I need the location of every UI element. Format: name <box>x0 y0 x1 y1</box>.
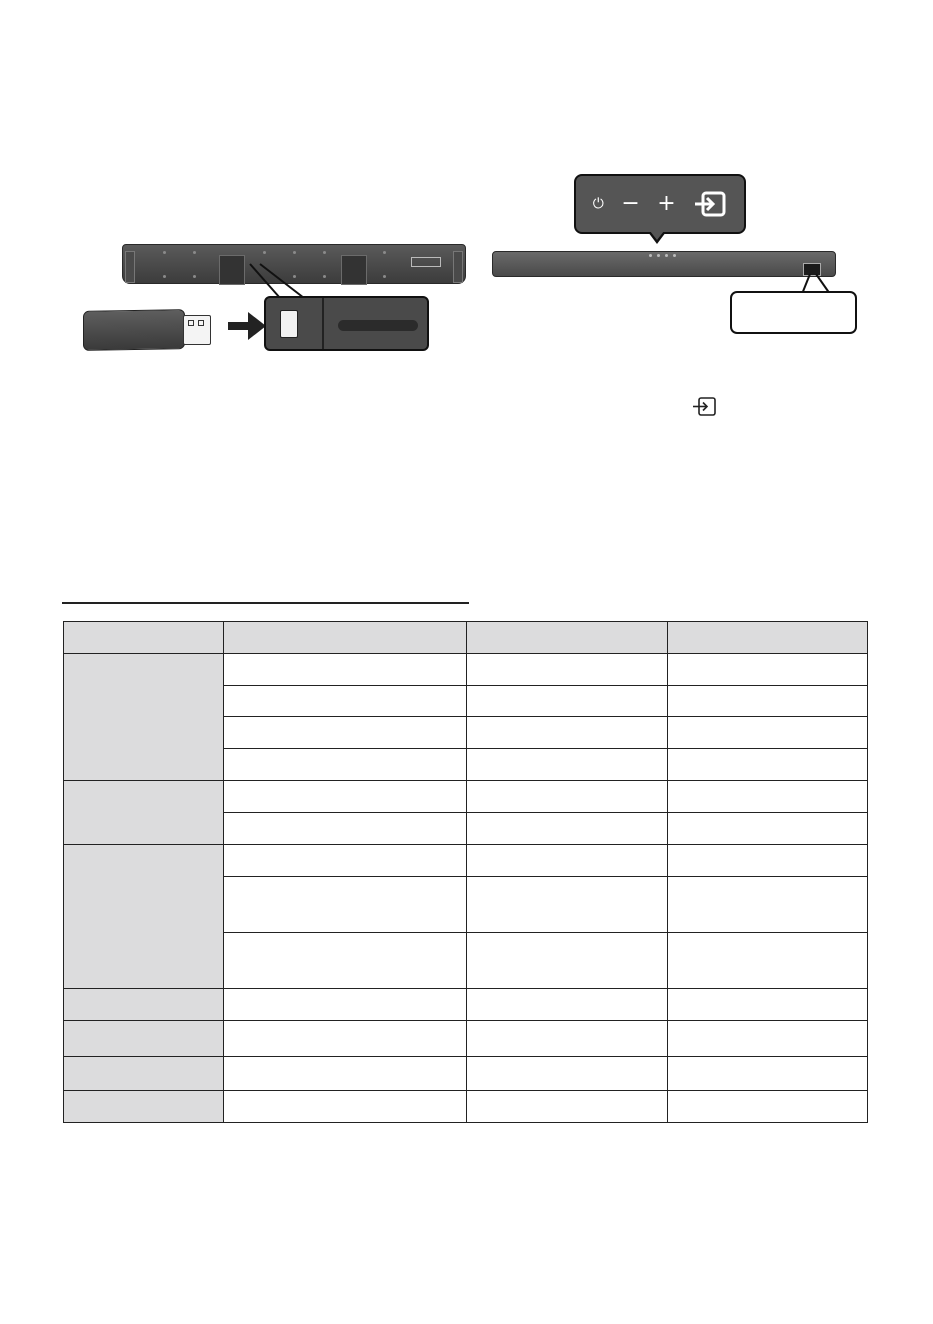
screw-dot <box>293 251 296 254</box>
table-cell <box>467 717 668 749</box>
screw-dot <box>193 251 196 254</box>
callout-pointer-fill <box>650 231 664 240</box>
table-cell <box>467 749 668 781</box>
table-cell <box>467 1091 668 1123</box>
table-cell <box>224 654 467 686</box>
screw-dot <box>263 251 266 254</box>
table-cell <box>224 717 467 749</box>
table-cell <box>668 654 868 686</box>
row-group-header <box>64 845 224 989</box>
table-cell <box>467 989 668 1021</box>
port-label-pill <box>338 320 418 331</box>
table-cell <box>224 989 467 1021</box>
table-cell <box>668 1091 868 1123</box>
table-row <box>64 1021 868 1057</box>
power-icon: ⏻ <box>592 196 604 212</box>
table-cell <box>467 813 668 845</box>
table-cell <box>668 686 868 717</box>
row-group-header <box>64 781 224 845</box>
table-cell <box>668 717 868 749</box>
soundbar-foot <box>341 255 367 285</box>
table-cell <box>224 1057 467 1091</box>
table-cell <box>224 686 467 717</box>
table-cell <box>467 845 668 877</box>
screw-dot <box>163 275 166 278</box>
table-cell <box>467 686 668 717</box>
table-cell <box>668 877 868 933</box>
screw-dot <box>193 275 196 278</box>
table-cell <box>467 933 668 989</box>
usb-port-callout <box>264 296 429 351</box>
button-indicator <box>665 254 668 257</box>
table-cell <box>224 1021 467 1057</box>
usb-port-icon <box>280 310 298 338</box>
source-icon <box>693 190 727 218</box>
table-cell <box>668 989 868 1021</box>
table-header-row <box>64 622 868 654</box>
table-row <box>64 1091 868 1123</box>
soundbar-end-cap <box>453 251 463 283</box>
volume-down-icon: − <box>621 191 640 216</box>
table-cell <box>668 845 868 877</box>
table-row <box>64 654 868 686</box>
row-group-header <box>64 989 224 1021</box>
table-cell <box>467 877 668 933</box>
source-icon <box>691 396 717 418</box>
table-cell <box>668 813 868 845</box>
table-cell <box>224 781 467 813</box>
table-header-cell <box>467 622 668 654</box>
button-indicator <box>657 254 660 257</box>
usb-plug-icon <box>183 315 211 345</box>
spec-table <box>63 621 868 1123</box>
table-header-cell <box>668 622 868 654</box>
table-cell <box>224 845 467 877</box>
table-cell <box>224 877 467 933</box>
top-panel-buttons-callout <box>574 174 746 234</box>
volume-up-icon: + <box>657 191 676 216</box>
table-cell <box>668 749 868 781</box>
table-cell <box>467 654 668 686</box>
table-cell <box>467 1021 668 1057</box>
table-cell <box>224 749 467 781</box>
table-cell <box>668 781 868 813</box>
table-row <box>64 989 868 1021</box>
screw-dot <box>323 251 326 254</box>
screw-dot <box>323 275 326 278</box>
table-cell <box>668 1057 868 1091</box>
table-header-cell <box>224 622 467 654</box>
callout-divider <box>322 298 324 349</box>
button-indicator <box>673 254 676 257</box>
screw-dot <box>163 251 166 254</box>
table-cell <box>467 1057 668 1091</box>
row-group-header <box>64 1021 224 1057</box>
table-header-cell <box>64 622 224 654</box>
product-label <box>411 257 441 267</box>
screw-dot <box>383 275 386 278</box>
row-group-header <box>64 654 224 781</box>
table-row <box>64 1057 868 1091</box>
screw-dot <box>383 251 386 254</box>
table-cell <box>467 781 668 813</box>
table-cell <box>668 933 868 989</box>
row-group-header <box>64 1057 224 1091</box>
table-row <box>64 845 868 877</box>
table-cell <box>224 933 467 989</box>
sensor-callout-box <box>730 291 857 334</box>
soundbar-end-cap <box>125 251 135 283</box>
row-group-header <box>64 1091 224 1123</box>
table-row <box>64 781 868 813</box>
table-cell <box>224 813 467 845</box>
button-indicator <box>649 254 652 257</box>
table-cell <box>224 1091 467 1123</box>
table-cell <box>668 1021 868 1057</box>
soundbar-front-illustration <box>492 251 836 277</box>
usb-stick-icon <box>83 309 185 351</box>
arrow-right-icon <box>228 322 250 330</box>
section-rule <box>62 602 469 604</box>
